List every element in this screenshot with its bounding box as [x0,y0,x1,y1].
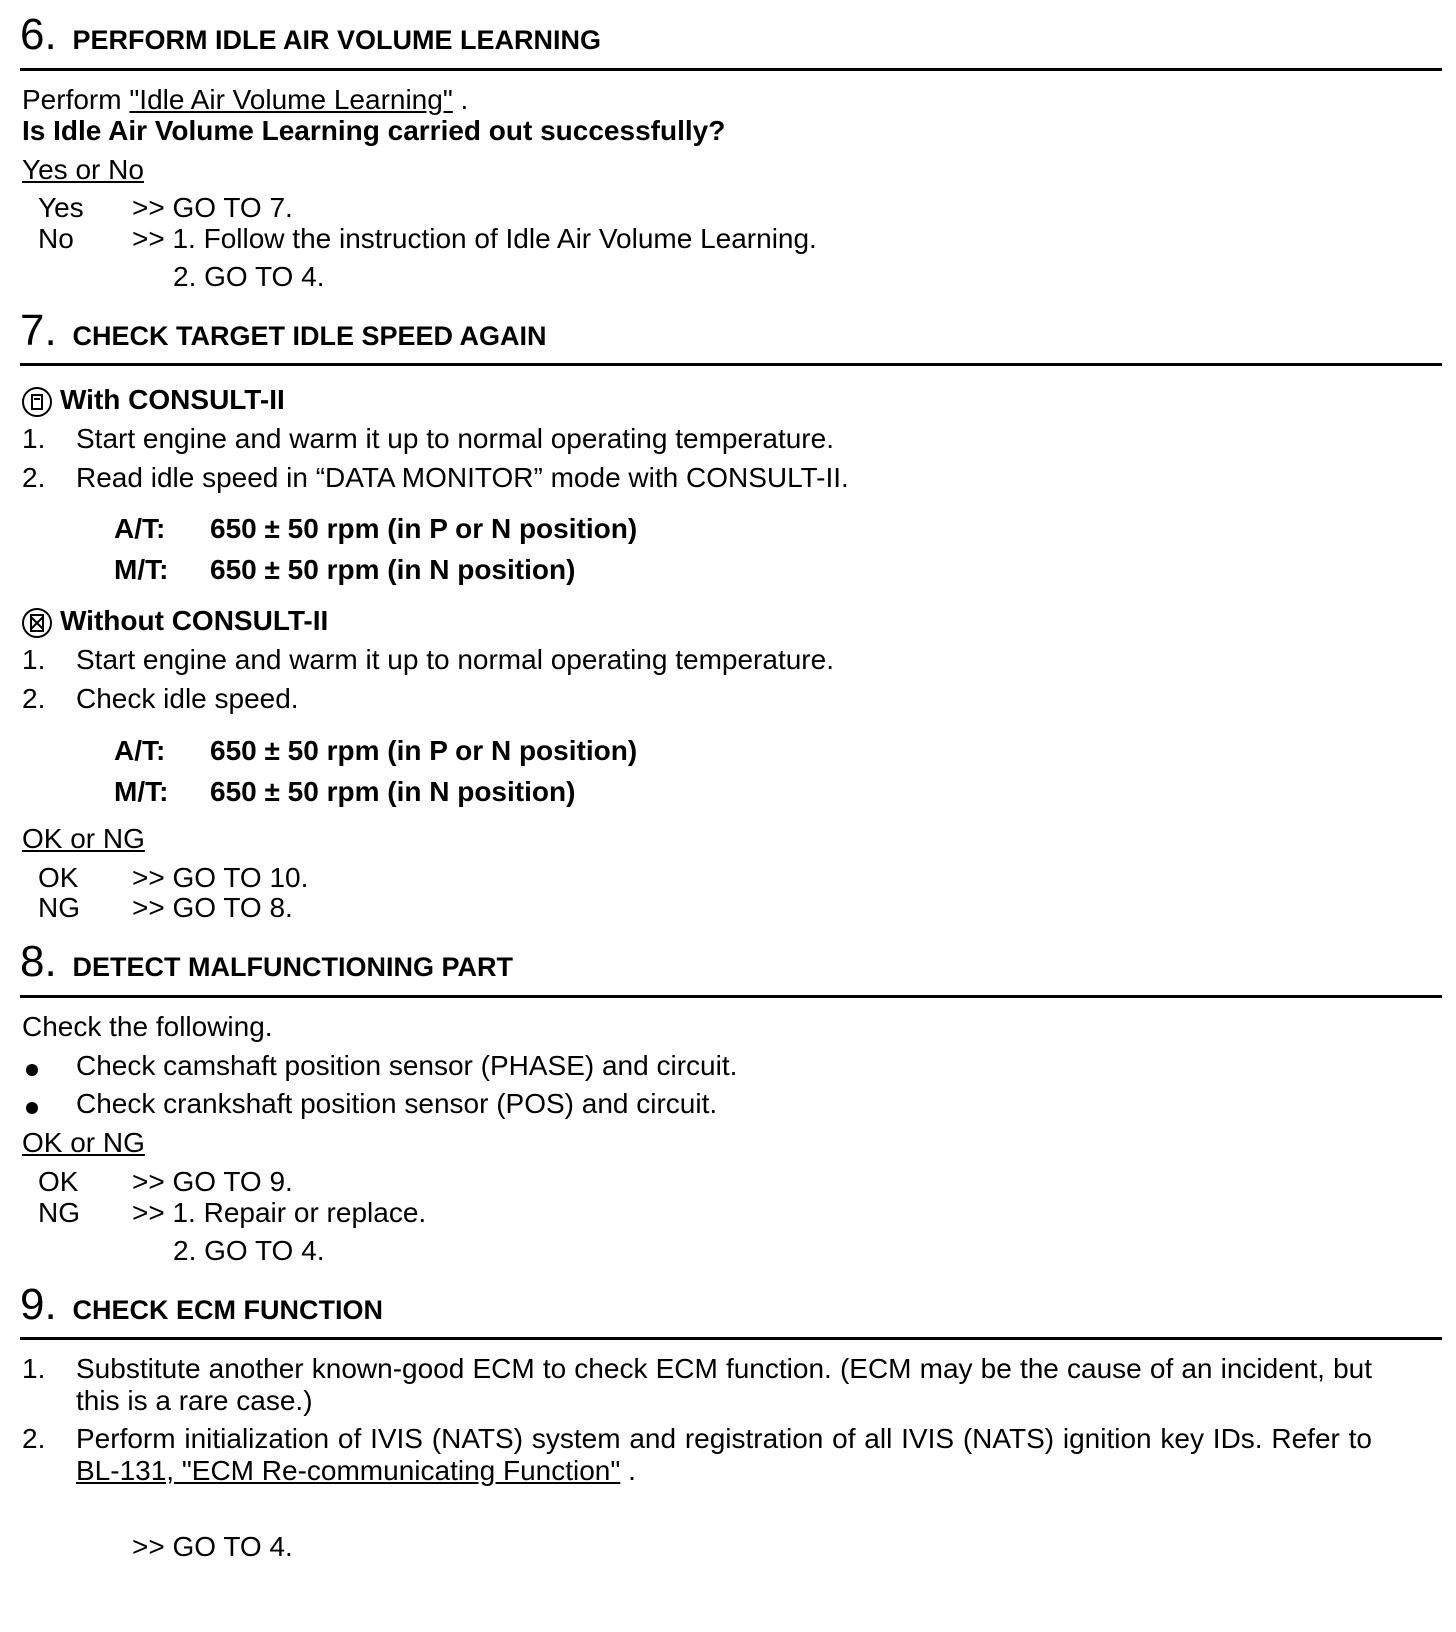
bullet-item-2: Check crankshaft position sensor (POS) and circuit. [76,1088,718,1119]
section-6-yes-action: >> GO TO 7. [132,192,293,223]
section-7-divider [20,363,1442,366]
section-8-ng-action-2: 2. GO TO 4. [173,1235,325,1266]
section-9-divider [20,1337,1442,1340]
section-6-no-label: No [38,223,74,254]
section-9-step-2-number: 2. [22,1423,46,1454]
with-step-1-number: 1. [22,423,46,454]
with-step-2-text: Read idle speed in “DATA MONITOR” mode with CONSULT-II. [76,462,849,493]
section-9-final-action: >> GO TO 4. [132,1531,293,1562]
section-7-ng-label: NG [38,892,80,923]
without-step-1-number: 1. [22,644,46,675]
consult-ii-icon [22,387,52,417]
section-7-heading [20,306,547,356]
spec-at-value-2: 650 ± 50 rpm (in P or N position) [210,735,638,766]
bullet-item-1: Check camshaft position sensor (PHASE) and circuit. [76,1050,738,1081]
without-step-1-text: Start engine and warm it up to normal operating temperature. [76,644,834,675]
spec-mt-value-2: 650 ± 50 rpm (in N position) [210,776,576,807]
section-7-title: CHECK TARGET IDLE SPEED AGAIN [72,321,547,351]
idle-air-volume-learning-link[interactable]: "Idle Air Volume Learning" [129,84,453,115]
section-9-number: 9. [20,1280,57,1329]
section-8-ng-label: NG [38,1197,80,1228]
section-6-number: 6. [20,10,57,59]
perform-prefix: Perform [22,84,130,115]
without-step-2-number: 2. [22,683,46,714]
section-6-heading [20,10,601,60]
section-9-step-1-number: 1. [22,1353,46,1384]
perform-suffix: . [452,84,469,115]
section-8-ok-action: >> GO TO 9. [132,1166,293,1197]
no-consult-icon [22,608,52,638]
spec-at-label-2: A/T: [114,735,166,766]
section-6-perform-line [22,84,468,116]
spec-mt-label: M/T: [114,554,169,585]
with-step-2-number: 2. [22,462,46,493]
section-9-step-2-suffix: . [620,1455,636,1486]
section-7-ok-action: >> GO TO 10. [132,862,309,893]
with-step-1-text: Start engine and warm it up to normal operating temperature. [76,423,834,454]
section-7-number: 7. [20,306,57,355]
section-8-heading [20,937,513,987]
spec-at-value: 650 ± 50 rpm (in P or N position) [210,513,638,544]
ecm-recommunicating-link[interactable]: BL-131, "ECM Re-communicating Function" [76,1455,621,1486]
with-consult-heading: With CONSULT-II [60,384,285,415]
section-9-title: CHECK ECM FUNCTION [72,1295,383,1325]
section-6-no-action-1: >> 1. Follow the instruction of Idle Air Volume Learning. [132,223,817,254]
section-9-step-2 [76,1423,1372,1487]
spec-mt-value: 650 ± 50 rpm (in N position) [210,554,576,585]
spec-mt-label-2: M/T: [114,776,169,807]
section-8-intro: Check the following. [22,1011,273,1042]
section-6-divider [20,68,1442,71]
section-8-choice-header: OK or NG [22,1127,145,1158]
without-consult-heading: Without CONSULT-II [60,605,329,636]
section-6-question: Is Idle Air Volume Learning carried out successfully? [22,115,726,146]
section-6-no-action-2: 2. GO TO 4. [173,261,325,292]
section-8-number: 8. [20,937,57,986]
section-6-title: PERFORM IDLE AIR VOLUME LEARNING [72,25,601,55]
section-9-step-1-text: Substitute another known-good ECM to check ECM function. (ECM may be the cause of an incident, but this is a rare case.) [76,1353,1372,1416]
section-8-ng-action-1: >> 1. Repair or replace. [132,1197,427,1228]
section-8-ok-label: OK [38,1166,79,1197]
section-7-choice-header: OK or NG [22,823,145,854]
section-8-divider [20,995,1442,998]
section-6-yes-label: Yes [38,192,84,223]
section-9-step-2-text: Perform initialization of IVIS (NATS) system and registration of all IVIS (NATS) ignition key IDs. Refer to [76,1423,1372,1454]
section-7-ng-action: >> GO TO 8. [132,892,293,923]
bullet-dot [26,1064,38,1076]
section-8-title: DETECT MALFUNCTIONING PART [72,952,513,982]
section-7-ok-label: OK [38,862,79,893]
without-step-2-text: Check idle speed. [76,683,299,714]
spec-at-label: A/T: [114,513,166,544]
section-9-heading [20,1280,383,1330]
bullet-dot [26,1102,38,1114]
section-6-choice-header: Yes or No [22,154,144,185]
